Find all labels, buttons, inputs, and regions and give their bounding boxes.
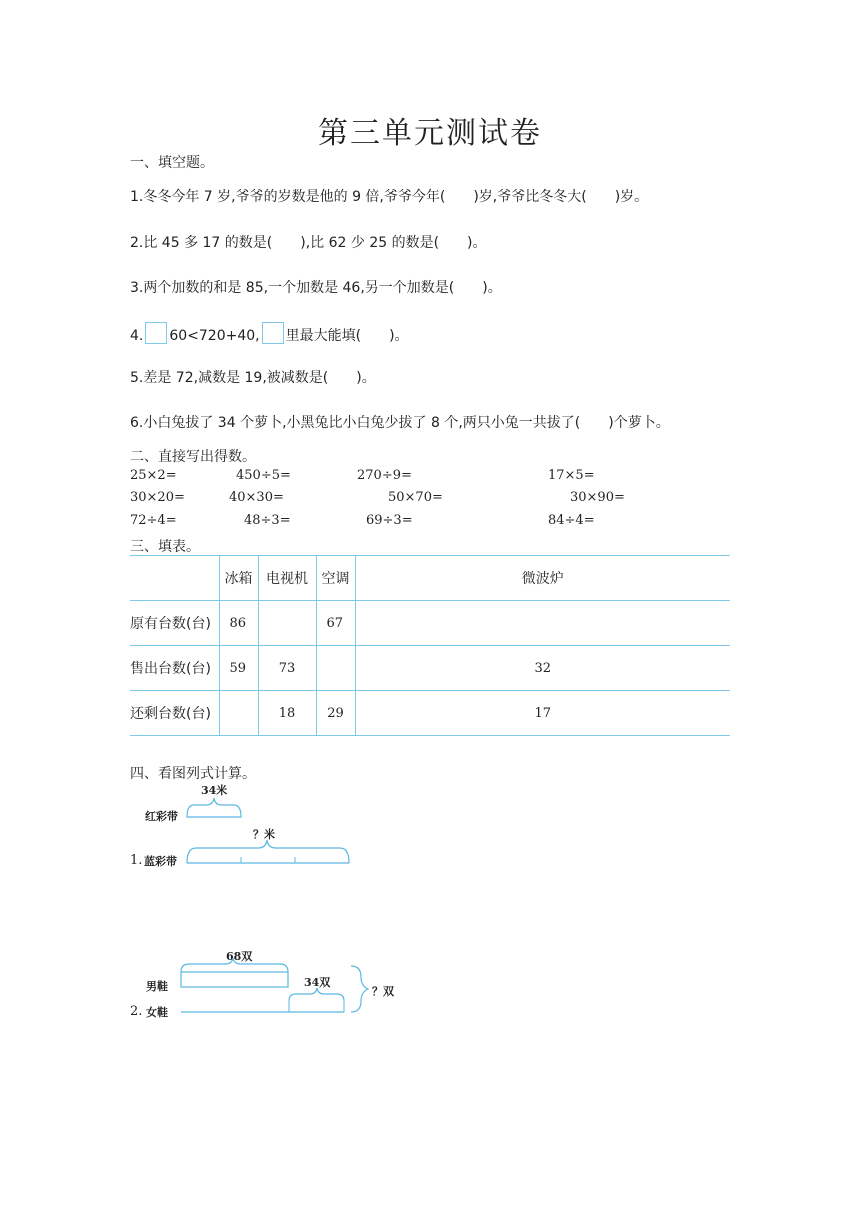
row-label: 还剩台数(台) bbox=[130, 691, 219, 736]
table-cell: 59 bbox=[219, 646, 258, 691]
male-shoes-label: 男鞋 bbox=[146, 980, 168, 993]
calc-item: 72÷4= bbox=[130, 513, 177, 528]
calc-item: 48÷3= bbox=[244, 513, 291, 528]
diagram-1-number: 1. bbox=[130, 853, 143, 868]
table-cell[interactable] bbox=[316, 646, 355, 691]
table-header-row bbox=[130, 556, 730, 601]
calc-item: 40×30= bbox=[229, 490, 284, 505]
shoes-diagram bbox=[175, 955, 375, 1025]
calc-item: 270÷9= bbox=[357, 468, 412, 483]
table-cell: 17 bbox=[355, 691, 730, 736]
table-row bbox=[130, 691, 730, 736]
blue-ribbon-value: ？米 bbox=[253, 828, 275, 841]
calc-item: 50×70= bbox=[388, 490, 443, 505]
answer-box[interactable] bbox=[262, 322, 284, 344]
table-cell: 18 bbox=[258, 691, 316, 736]
table-header-cell bbox=[130, 556, 219, 601]
calc-item: 450÷5= bbox=[236, 468, 291, 483]
blue-ribbon-label: 蓝彩带 bbox=[144, 855, 177, 868]
female-shoes-label: 女鞋 bbox=[146, 1006, 168, 1019]
calc-item: 69÷3= bbox=[366, 513, 413, 528]
calc-item: 25×2= bbox=[130, 468, 177, 483]
red-ribbon-label: 红彩带 bbox=[145, 810, 178, 823]
row-label: 售出台数(台) bbox=[130, 646, 219, 691]
male-shoes-bar bbox=[181, 972, 288, 987]
diagram-2-number: 2. bbox=[130, 1004, 143, 1019]
question-3: 3.两个加数的和是 85,一个加数是 46,另一个加数是( )。 bbox=[130, 280, 502, 296]
red-ribbon-brace bbox=[187, 798, 241, 817]
section-2-heading: 二、直接写出得数。 bbox=[130, 449, 256, 465]
question-1: 1.冬冬今年 7 岁,爷爷的岁数是他的 9 倍,爷爷今年( )岁,爷爷比冬冬大( )岁。 bbox=[130, 189, 649, 205]
male-shoes-value: 68双 bbox=[226, 950, 253, 963]
section-3-heading: 三、填表。 bbox=[130, 539, 200, 555]
table-cell: 73 bbox=[258, 646, 316, 691]
blue-ribbon-brace bbox=[187, 840, 349, 863]
question-4-suffix: 里最大能填( )。 bbox=[285, 328, 409, 344]
table-cell: 29 bbox=[316, 691, 355, 736]
section-1-heading: 一、填空题。 bbox=[130, 155, 214, 171]
table-cell[interactable] bbox=[258, 601, 316, 646]
table-header-cell: 电视机 bbox=[258, 556, 316, 601]
question-2: 2.比 45 多 17 的数是( ),比 62 少 25 的数是( )。 bbox=[130, 235, 487, 251]
page-title: 第三单元测试卷 bbox=[318, 116, 542, 151]
table-cell[interactable] bbox=[219, 691, 258, 736]
total-brace bbox=[351, 966, 368, 1012]
table-header-cell: 微波炉 bbox=[355, 556, 730, 601]
table-cell: 67 bbox=[316, 601, 355, 646]
table-row bbox=[130, 646, 730, 691]
question-4 bbox=[130, 322, 409, 345]
ribbon-diagram bbox=[180, 795, 360, 870]
total-value: ？双 bbox=[372, 985, 394, 998]
question-5: 5.差是 72,减数是 19,被减数是( )。 bbox=[130, 370, 376, 386]
section-4-heading: 四、看图列式计算。 bbox=[130, 766, 256, 782]
row-label: 原有台数(台) bbox=[130, 601, 219, 646]
calc-item: 30×20= bbox=[130, 490, 185, 505]
answer-box[interactable] bbox=[145, 322, 167, 344]
table-row bbox=[130, 601, 730, 646]
table-cell: 32 bbox=[355, 646, 730, 691]
question-6: 6.小白兔拔了 34 个萝卜,小黑兔比小白兔少拔了 8 个,两只小兔一共拔了( )个萝卜。 bbox=[130, 415, 670, 431]
calc-item: 84÷4= bbox=[548, 513, 595, 528]
question-4-prefix: 4. bbox=[130, 328, 144, 344]
extra-brace bbox=[289, 988, 344, 1001]
question-4-mid: 60<720+40, bbox=[169, 328, 260, 344]
extra-value: 34双 bbox=[304, 976, 331, 989]
table-header-cell: 空调 bbox=[316, 556, 355, 601]
table-header-cell: 冰箱 bbox=[219, 556, 258, 601]
male-shoes-brace bbox=[181, 958, 288, 972]
fill-table bbox=[130, 555, 730, 736]
red-ribbon-value: 34米 bbox=[201, 784, 228, 797]
calc-item: 30×90= bbox=[570, 490, 625, 505]
table-cell: 86 bbox=[219, 601, 258, 646]
table-cell[interactable] bbox=[355, 601, 730, 646]
calc-item: 17×5= bbox=[548, 468, 595, 483]
